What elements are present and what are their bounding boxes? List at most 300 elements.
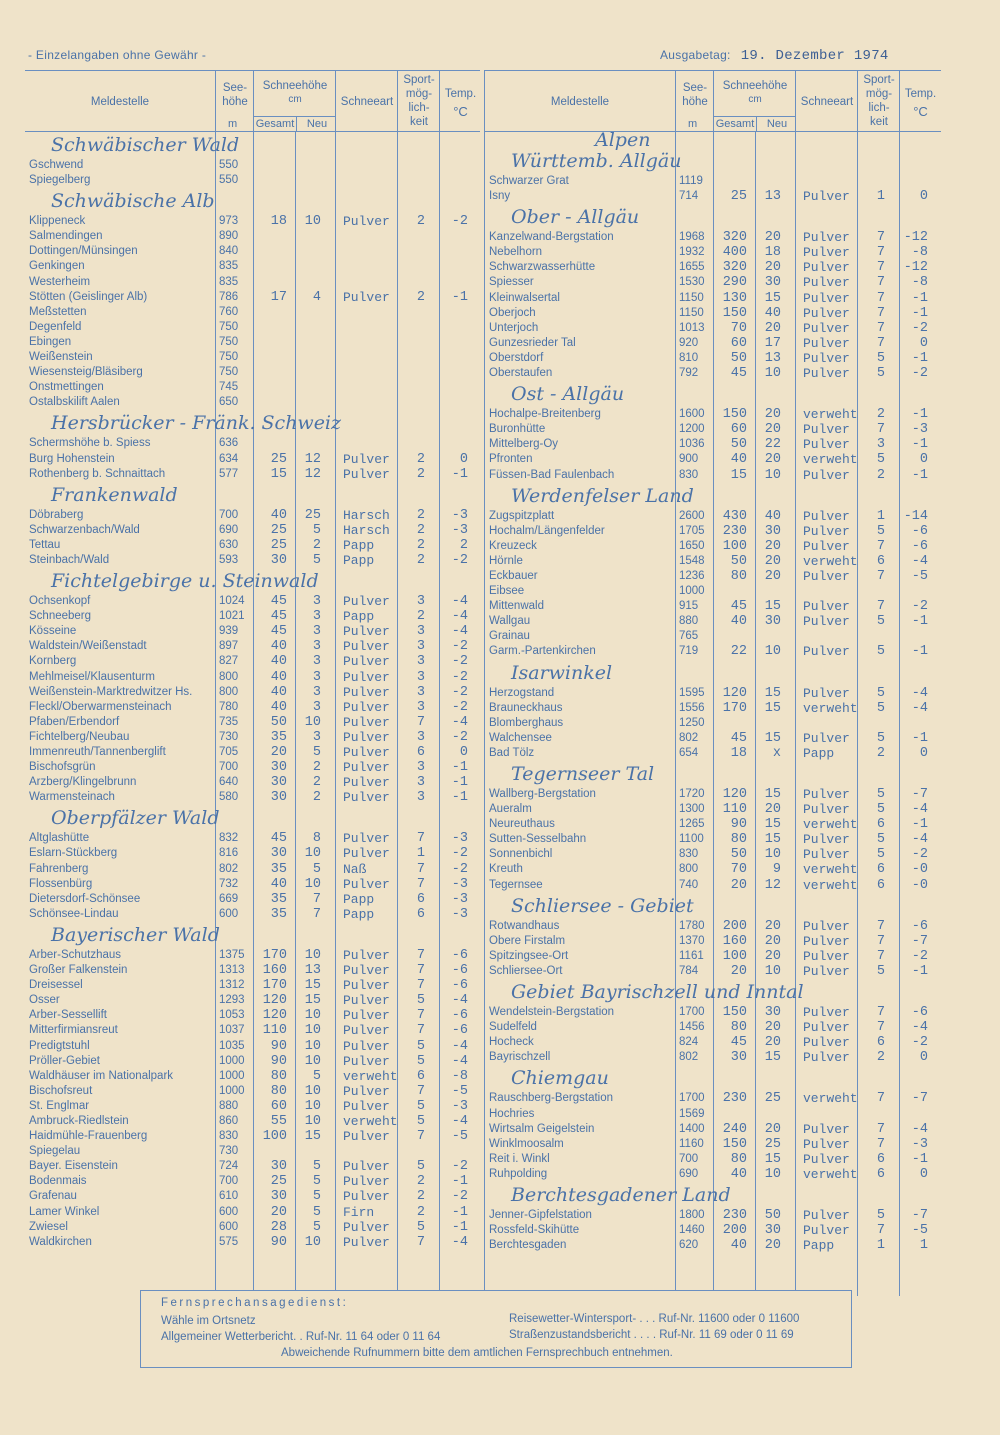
snow-new: 3 (312, 729, 321, 745)
phone-line-2: Allgemeiner Wetterbericht. . Ruf-Nr. 11 64 oder 0 11 64 (161, 1331, 441, 1343)
snow-total: 30 (270, 1159, 287, 1175)
station-name: Fichtelberg/Neubau (29, 730, 130, 743)
snow-type: Pulver (803, 685, 850, 701)
temperature: -6 (911, 918, 928, 934)
snow-total: 90 (270, 1053, 287, 1069)
table-row (485, 1005, 941, 1020)
station-name: Wirtsalm Geigelstein (489, 1122, 595, 1135)
temperature: -4 (451, 609, 468, 625)
temperature: 0 (919, 1166, 928, 1182)
snow-new: 5 (312, 745, 321, 760)
station-name: Isny (489, 190, 511, 203)
snow-type: Pulver (803, 1050, 850, 1066)
temperature: -3 (911, 422, 928, 438)
table-row (25, 214, 480, 229)
phone-line-5: Abweichende Rufnummern bitte dem amtlichen Fernsprechbuch entnehmen. (281, 1347, 673, 1359)
station-name: Pfaben/Erbendorf (29, 715, 120, 728)
table-row (25, 993, 480, 1008)
station-name: Immenreuth/Tannenberglift (29, 746, 166, 758)
snow-type: Pulver (343, 963, 390, 979)
temperature: -3 (451, 831, 468, 847)
snow-new: 25 (764, 1091, 781, 1107)
altitude: 1968 (679, 231, 705, 244)
altitude: 1265 (679, 818, 705, 831)
table-row (485, 584, 941, 599)
left-temp-unit: °C (453, 104, 468, 119)
temperature: -2 (451, 552, 468, 568)
snow-total: 200 (722, 918, 747, 934)
altitude: 784 (679, 964, 699, 977)
altitude: 1456 (679, 1021, 705, 1034)
sport-rating: 7 (876, 1121, 885, 1137)
table-row (485, 524, 941, 539)
altitude: 735 (219, 715, 239, 728)
sport-rating: 7 (416, 876, 425, 892)
table-row (485, 878, 941, 893)
temperature: -3 (451, 522, 468, 538)
altitude: 577 (219, 467, 239, 480)
table-row (485, 245, 941, 260)
altitude: 630 (219, 538, 239, 551)
sport-rating: 7 (876, 568, 885, 584)
temperature: -3 (451, 876, 468, 892)
snow-type: Pulver (803, 832, 850, 848)
temperature: -2 (451, 846, 468, 862)
snow-new: 7 (312, 891, 321, 907)
table-row (25, 229, 480, 244)
snow-type: Pulver (343, 1159, 390, 1175)
altitude: 830 (679, 848, 699, 861)
station-name: Schwarzer Grat (489, 175, 569, 187)
snow-type: Pulver (343, 1129, 390, 1145)
table-row (25, 1114, 480, 1129)
left-col-temp-text: Temp. (444, 88, 477, 100)
table-row (485, 422, 941, 437)
sport-rating: 7 (876, 305, 885, 321)
station-name: Rossfeld-Skihütte (489, 1224, 580, 1237)
sport-rating: 5 (876, 350, 885, 366)
snow-new: 40 (764, 508, 781, 524)
left-section-title: Oberpfälzer Wald (51, 807, 220, 830)
snow-total: 45 (270, 609, 287, 625)
altitude: 800 (219, 670, 239, 683)
station-name: Wendelstein-Bergstation (489, 1006, 615, 1019)
table-row (25, 1159, 480, 1174)
snow-new: 15 (304, 993, 321, 1009)
sport-rating: 6 (416, 745, 425, 760)
snow-type: Pulver (343, 775, 390, 791)
station-name: Walchensee (489, 731, 552, 744)
snow-total: 100 (722, 948, 747, 964)
table-row (25, 624, 480, 639)
table-row (25, 320, 480, 335)
station-name: Warmensteinach (29, 791, 115, 804)
station-name: Klippeneck (29, 215, 86, 228)
altitude: 700 (679, 1152, 699, 1165)
snow-new: 20 (764, 422, 781, 438)
temperature: -4 (451, 594, 468, 610)
table-row (485, 787, 941, 802)
altitude: 705 (219, 746, 239, 758)
table-row (25, 862, 480, 877)
snow-type: Pulver (343, 978, 390, 994)
station-name: Tegernsee (489, 878, 543, 891)
snow-type: verweht (803, 1166, 858, 1182)
sport-rating: 7 (416, 978, 425, 994)
snow-new: 10 (304, 1113, 321, 1129)
snow-new: 15 (764, 730, 781, 746)
snow-total: 290 (722, 275, 747, 291)
snow-new: 15 (764, 787, 781, 802)
snow-type: Pulver (803, 802, 850, 818)
snow-new: 3 (312, 669, 321, 685)
station-name: Eckbauer (489, 569, 538, 582)
snow-total: 170 (262, 978, 287, 994)
snow-total: 35 (270, 861, 287, 877)
sport-rating: 6 (876, 1035, 885, 1051)
temperature: -2 (451, 1189, 468, 1205)
altitude: 860 (219, 1114, 239, 1127)
temperature: -12 (903, 230, 928, 246)
sport-rating: 2 (416, 1174, 425, 1190)
snow-new: 10 (304, 947, 321, 963)
temperature: -6 (451, 947, 468, 963)
sport-rating: 5 (416, 993, 425, 1009)
snow-total: 20 (270, 1204, 287, 1220)
snow-new: 20 (764, 1035, 781, 1051)
table-row (485, 1167, 941, 1182)
right-temp-unit: °C (913, 104, 928, 119)
station-name: St. Englmar (29, 1099, 90, 1112)
station-name: Dreisessel (29, 979, 83, 992)
snow-new: 15 (764, 599, 781, 615)
temperature: -8 (911, 275, 928, 291)
temperature: -4 (911, 802, 928, 818)
table-row (25, 745, 480, 760)
table-row (485, 614, 941, 629)
snow-type: Pulver (343, 624, 390, 640)
snow-type: Pulver (803, 933, 850, 949)
snow-new: 8 (312, 831, 321, 847)
snow-new: 13 (304, 963, 321, 979)
table-row (25, 553, 480, 568)
snow-type: Pulver (343, 1174, 390, 1190)
snow-type: Pulver (343, 654, 390, 670)
altitude: 897 (219, 640, 239, 653)
altitude: 1013 (679, 321, 705, 334)
table-row (485, 817, 941, 832)
table-row (25, 1144, 480, 1159)
station-name: Waldhäuser im Nationalpark (29, 1069, 174, 1082)
snow-new: 10 (304, 846, 321, 862)
sport-rating: 5 (876, 832, 885, 848)
altitude: 835 (219, 275, 239, 288)
snow-type: Pulver (803, 467, 850, 483)
snow-total: 25 (270, 522, 287, 538)
snow-total: 20 (730, 877, 747, 893)
snow-total: 30 (730, 1050, 747, 1066)
snow-type: Pulver (343, 714, 390, 730)
snow-total: 150 (722, 1136, 747, 1152)
table-row (485, 629, 941, 644)
phone-service-box (140, 1290, 852, 1368)
table-row (485, 260, 941, 275)
altitude: 780 (219, 700, 239, 713)
temperature: -7 (911, 933, 928, 949)
station-name: Lamer Winkel (29, 1205, 100, 1218)
sport-rating: 5 (876, 1207, 885, 1223)
altitude: 920 (679, 336, 699, 349)
snow-new: 5 (312, 522, 321, 538)
snow-type: Papp (343, 891, 375, 907)
table-row (25, 1129, 480, 1144)
station-name: Hocheck (489, 1036, 534, 1049)
altitude: 1548 (679, 554, 705, 567)
station-name: Steinbach/Wald (29, 553, 110, 566)
table-row (485, 306, 941, 321)
left-col-snowtype (335, 71, 398, 131)
station-name: Ochsenkopf (29, 595, 91, 608)
snow-new: 12 (304, 466, 321, 482)
table-row (25, 365, 480, 380)
station-name: Döbraberg (29, 508, 84, 521)
sport-rating: 7 (416, 947, 425, 963)
table-row (485, 934, 941, 949)
right-header (485, 71, 941, 132)
table-row (25, 1084, 480, 1099)
left-body (25, 132, 480, 1250)
snow-total: 25 (270, 451, 287, 467)
snow-type: Pulver (343, 1008, 390, 1024)
station-name: Kreuth (489, 863, 523, 876)
right-col-altitude-text: See- höhe (682, 82, 708, 108)
sport-rating: 7 (876, 260, 885, 276)
right-section-title: Schliersee - Gebiet (511, 894, 694, 917)
sport-rating: 5 (876, 787, 885, 802)
sport-rating: 3 (416, 699, 425, 715)
snow-new: 15 (764, 685, 781, 701)
station-name: Predigtstuhl (29, 1039, 90, 1052)
station-name: Westerheim (29, 275, 91, 288)
snow-total: 50 (270, 714, 287, 730)
snow-new: 15 (764, 1151, 781, 1167)
table-row (485, 452, 941, 467)
left-col-snowdepth (253, 71, 336, 131)
station-name: Fleckl/Oberwarmensteinach (29, 700, 172, 713)
sport-rating: 5 (876, 685, 885, 701)
table-row (485, 599, 941, 614)
snow-type: Pulver (803, 614, 850, 630)
station-name: Schönsee-Lindau (29, 907, 119, 920)
station-name: Arber-Sessellift (29, 1009, 107, 1022)
altitude: 1600 (679, 408, 705, 421)
snow-total: 20 (270, 745, 287, 760)
snow-type: Pulver (803, 275, 850, 291)
snow-new: 5 (312, 861, 321, 877)
table-row (25, 1235, 480, 1250)
altitude: 1150 (679, 291, 704, 304)
temperature: 0 (919, 452, 928, 468)
table-row (25, 685, 480, 700)
snow-new: 15 (764, 700, 781, 716)
station-name: Dietersdorf-Schönsee (29, 892, 141, 905)
temperature: -7 (911, 787, 928, 802)
altitude: 1053 (219, 1009, 245, 1022)
sport-rating: 2 (416, 609, 425, 625)
snow-type: Pulver (803, 1035, 850, 1051)
altitude: 719 (679, 645, 699, 658)
snow-new: 10 (304, 1083, 321, 1099)
left-col-altitude-text: See- höhe (222, 82, 248, 108)
snow-total: 45 (270, 624, 287, 640)
temperature: -3 (451, 507, 468, 523)
temperature: -5 (911, 1223, 928, 1239)
altitude: 1236 (679, 569, 705, 582)
snow-total: 45 (730, 366, 747, 382)
sport-rating: 5 (876, 614, 885, 630)
snow-type: Pulver (803, 599, 850, 615)
temperature: -1 (911, 644, 928, 660)
altitude: 830 (219, 1130, 239, 1143)
left-section-title: Bayerischer Wald (51, 923, 220, 946)
station-name: Sutten-Sesselbahn (489, 833, 587, 846)
snow-new: 3 (312, 624, 321, 640)
phone-line-4: Straßenzustandsbericht . . . . Ruf-Nr. 11 69 oder 0 11 69 (509, 1329, 794, 1341)
station-name: Arzberg/Klingelbrunn (29, 776, 137, 789)
station-name: Schwarzenbach/Wald (29, 523, 140, 536)
left-col-sport (397, 71, 440, 131)
station-name: Eslarn-Stückberg (29, 847, 118, 860)
table-row (485, 468, 941, 483)
table-row (485, 366, 941, 381)
snow-type: Pulver (803, 730, 850, 746)
station-name: Grainau (489, 630, 530, 643)
snow-new: 17 (764, 335, 781, 351)
table-row (25, 892, 480, 907)
altitude: 1800 (679, 1208, 705, 1221)
altitude: 1700 (679, 1092, 705, 1105)
altitude: 840 (219, 245, 239, 258)
table-row (25, 1023, 480, 1038)
station-name: Bayrischzell (489, 1051, 551, 1064)
snow-type: Pulver (803, 644, 850, 660)
snow-total: 150 (722, 305, 747, 321)
table-row (485, 1107, 941, 1122)
snow-total: 110 (262, 1023, 287, 1039)
station-name: Berchtesgaden (489, 1239, 567, 1252)
sport-rating: 6 (876, 1166, 885, 1182)
snow-new: 20 (764, 1238, 781, 1254)
station-name: Aueralm (489, 803, 532, 816)
snow-total: 60 (730, 422, 747, 438)
snow-total: 40 (730, 1238, 747, 1254)
snow-new: 4 (312, 289, 321, 305)
snow-type: Pulver (343, 760, 390, 776)
snow-total: 230 (722, 1091, 747, 1107)
snow-type: Pulver (803, 1136, 850, 1152)
altitude: 1705 (679, 524, 705, 537)
table-row (485, 644, 941, 659)
temperature: -6 (911, 1005, 928, 1021)
snow-type: Pulver (803, 1121, 850, 1137)
altitude: 832 (219, 832, 239, 845)
snow-type: Papp (343, 552, 375, 568)
station-name: Kanzelwand-Bergstation (489, 231, 614, 244)
table-row (25, 508, 480, 523)
station-name: Schneeberg (29, 610, 92, 623)
sport-rating: 7 (876, 230, 885, 246)
temperature: -3 (451, 1098, 468, 1114)
altitude: 745 (219, 381, 239, 394)
temperature: -2 (911, 1035, 928, 1051)
snow-total: 90 (270, 1234, 287, 1250)
snow-type: Pulver (803, 538, 850, 554)
altitude: 634 (219, 452, 239, 465)
snow-total: 40 (270, 699, 287, 715)
snow-new: 3 (312, 594, 321, 610)
snow-new: 30 (764, 1005, 781, 1021)
snow-total: 80 (730, 1020, 747, 1036)
temperature: -2 (451, 1159, 468, 1175)
left-col-station (25, 71, 215, 131)
sport-rating: 6 (876, 862, 885, 878)
table-row (485, 1208, 941, 1223)
snow-type: verweht (803, 452, 858, 468)
temperature: -12 (903, 260, 928, 276)
right-section-title: Isarwinkel (511, 661, 613, 684)
station-name: Unterjoch (489, 321, 539, 334)
snow-new: 10 (304, 714, 321, 730)
altitude: 1300 (679, 803, 705, 816)
snow-total: 30 (270, 552, 287, 568)
right-col-station-text: Meldestelle (550, 96, 610, 108)
temperature: -1 (451, 1219, 468, 1235)
snow-new: 50 (764, 1207, 781, 1223)
snow-type: Pulver (343, 289, 390, 305)
station-name: Schermshöhe b. Spiess (29, 437, 151, 450)
snow-type: Pulver (343, 1098, 390, 1114)
sport-rating: 7 (876, 320, 885, 336)
station-name: Spiesser (489, 276, 534, 289)
altitude: 730 (219, 730, 239, 743)
altitude: 939 (219, 625, 239, 638)
table-row (485, 731, 941, 746)
altitude: 550 (219, 159, 239, 171)
table-row (485, 539, 941, 554)
snow-new: 9 (772, 862, 781, 878)
altitude: 1700 (679, 1006, 705, 1019)
station-name: Reit i. Winkl (489, 1152, 550, 1165)
table-row (25, 452, 480, 467)
station-name: Arber-Schutzhaus (29, 948, 122, 961)
snow-new: 10 (764, 1166, 781, 1182)
altitude: 610 (219, 1190, 239, 1203)
snow-new: 2 (312, 775, 321, 791)
snow-new: 20 (764, 230, 781, 246)
altitude: 1021 (219, 610, 245, 623)
right-col-snowtype (795, 71, 858, 131)
temperature: -5 (451, 1083, 468, 1099)
snow-type: Pulver (343, 699, 390, 715)
snow-type: Pulver (803, 787, 850, 802)
station-name: Schliersee-Ort (489, 964, 563, 977)
station-name: Füssen-Bad Faulenbach (489, 468, 615, 481)
sport-rating: 7 (876, 335, 885, 351)
station-name: Degenfeld (29, 320, 82, 333)
snow-type: verweht (803, 407, 858, 423)
altitude: 1035 (219, 1039, 245, 1052)
station-name: Blomberghaus (489, 716, 564, 729)
